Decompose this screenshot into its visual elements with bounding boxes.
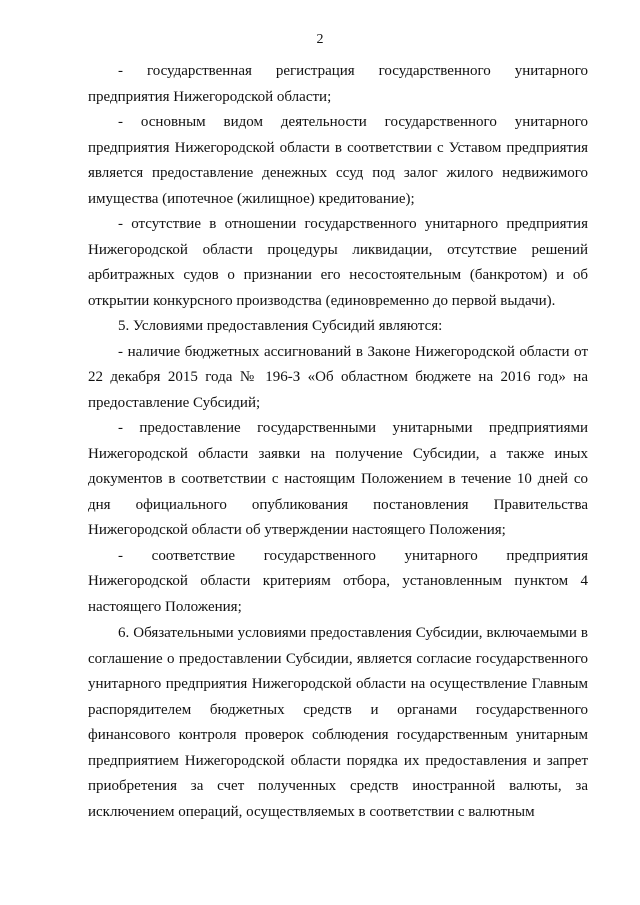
page-number: 2: [316, 32, 324, 47]
paragraph-selection-criteria: - соответствие государственного унитарного предприятия Нижегородской области критериям отбора, установленным пунктом 4 настоящего Положения;: [88, 547, 588, 615]
paragraph-mandatory-conditions: 6. Обязательными условиями предоставления Субсидии, включаемыми в соглашение о предоставлении Субсидии, является согласие государственного унитарного предприятия Нижегородской области на осуществление Главным распорядителем бюджетных средств и органами государственного финансового контроля проверок соблюдения государственным унитарным предприятием Нижегородской области порядка их предоставления и запрет приобретения за счет полученных средств иностранной валюты, за исключением операций, осуществляемых в соответствии с валютным: [88, 625, 588, 820]
paragraph-main-activity: - основным видом деятельности государственного унитарного предприятия Нижегородской области в соответствии с Уставом предприятия является предоставление денежных ссуд под залог жилого недвижимого имущества (ипотечное (жилищное) кредитование);: [88, 114, 588, 207]
paragraph-application-submission: - предоставление государственными унитарными предприятиями Нижегородской области заявки на получение Субсидии, а также иных документов в соответствии с настоящим Положением в течение 10 дней со дня официального опубликования постановления Правительства Нижегородской области об утверждении настоящего Положения;: [88, 420, 588, 538]
paragraph-subsidy-conditions-heading: 5. Условиями предоставления Субсидий являются:: [118, 318, 443, 334]
paragraph-state-registration: - государственная регистрация государственного унитарного предприятия Нижегородской области;: [88, 63, 588, 105]
paragraph-budget-allocations: - наличие бюджетных ассигнований в Законе Нижегородской области от 22 декабря 2015 года № 196-З «Об областном бюджете на 2016 год» на предоставление Субсидий;: [88, 343, 588, 411]
paragraph-no-liquidation: - отсутствие в отношении государственного унитарного предприятия Нижегородской области процедуры ликвидации, отсутствие решений арбитражных судов о признании его несостоятельным (банкротом) и об открытии конкурсного производства (единовременно до первой выдачи).: [88, 216, 588, 309]
document-body: [88, 59, 588, 825]
